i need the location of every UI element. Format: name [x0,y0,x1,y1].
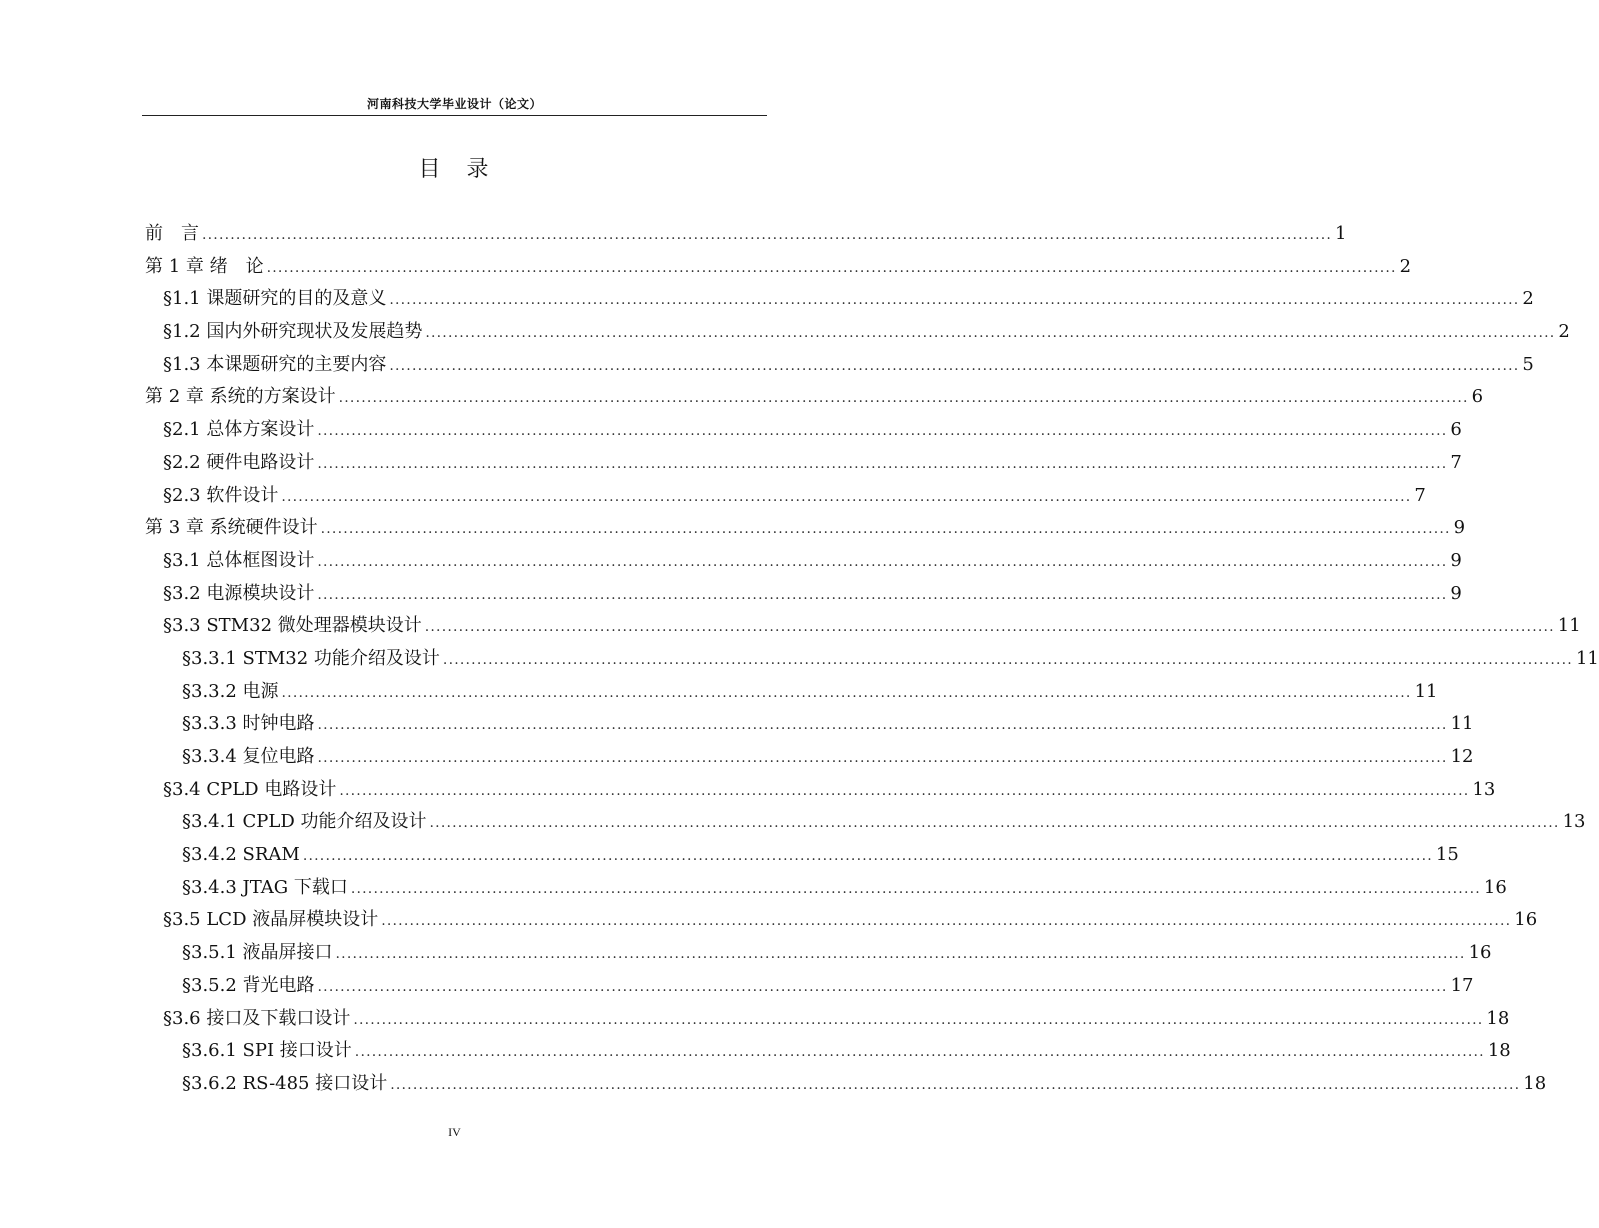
toc-entry[interactable] [145,251,1412,284]
toc-entry[interactable] [145,545,1462,578]
toc-entry-label: §2.1 总体方案设计 [163,419,315,441]
toc-entry[interactable] [145,218,1347,251]
toc-entry-page: 6 [1450,419,1462,441]
toc-entry-label: 第 1 章 绪 论 [145,255,264,277]
toc-entry-page: 16 [1483,876,1507,898]
dot-leader: ........................................................................................................................................................................................................ [202,227,1333,243]
dot-leader: ........................................................................................................................................................................................................ [425,325,1556,342]
toc-entry-page: 7 [1414,484,1426,506]
toc-entry[interactable] [145,708,1474,741]
dot-leader: ........................................................................................................................................................................................................ [424,619,1555,636]
toc-entry-label: §3.4.2 SRAM [182,844,300,866]
toc-entry-label: §3.3 STM32 微处理器模块设计 [163,615,422,637]
dot-leader: ........................................................................................................................................................................................................ [317,423,1448,440]
toc-entry-label: §3.3.1 STM32 功能介绍及设计 [182,647,440,669]
toc-entry-label: §3.3.3 时钟电路 [182,713,315,735]
dot-leader: ........................................................................................................................................................................................................ [320,521,1451,538]
toc-entry[interactable] [145,676,1438,709]
toc-entry-label: §3.4 CPLD 电路设计 [163,778,337,800]
toc-entry[interactable] [145,414,1462,447]
toc-entry-label: §3.3.2 电源 [182,680,279,702]
toc-entry[interactable] [145,349,1534,382]
dot-leader: ........................................................................................................................................................................................................ [429,815,1560,832]
toc-entry[interactable] [145,1003,1510,1036]
dot-leader: ........................................................................................................................................................................................................ [339,782,1470,799]
toc-entry-label: §3.4.1 CPLD 功能介绍及设计 [182,811,427,833]
toc-entry-page: 7 [1450,451,1462,473]
dot-leader: ........................................................................................................................................................................................................ [281,488,1412,505]
dot-leader: ........................................................................................................................................................................................................ [354,1044,1485,1061]
toc-entry-label: §3.5.1 液晶屏接口 [182,942,333,964]
toc-entry-page: 2 [1522,288,1534,310]
toc-entry-page: 13 [1472,778,1496,800]
page-title: 目 录 [418,157,491,182]
dot-leader: ........................................................................................................................................................................................................ [266,259,1397,276]
toc-entry[interactable] [145,904,1538,937]
toc-entry[interactable] [145,839,1459,872]
header-rule [142,115,767,116]
page-number: IV [448,1125,461,1139]
running-header: 河南科技大学毕业设计（论文） [366,97,542,111]
toc-entry-label: §3.2 电源模块设计 [163,582,315,604]
toc-entry-label: §3.5.2 背光电路 [182,974,315,996]
toc-entry-page: 2 [1399,255,1412,277]
table-of-contents [145,218,1599,1101]
toc-entry[interactable] [145,937,1492,970]
toc-entry-page: 9 [1453,517,1466,539]
dot-leader: ........................................................................................................................................................................................................ [338,390,1469,407]
toc-entry-page: 16 [1468,942,1492,964]
dot-leader: ........................................................................................................................................................................................................ [381,913,1512,930]
dot-leader: ........................................................................................................................................................................................................ [335,946,1466,963]
toc-entry-page: 6 [1471,386,1484,408]
toc-entry-page: 11 [1450,713,1474,735]
toc-entry-label: §2.2 硬件电路设计 [163,451,315,473]
dot-leader: ........................................................................................................................................................................................................ [350,880,1481,897]
dot-leader: ........................................................................................................................................................................................................ [317,586,1448,603]
toc-entry-page: 17 [1450,974,1474,996]
toc-entry-page: 11 [1414,680,1438,702]
toc-entry-page: 5 [1522,353,1534,375]
toc-entry-label: §1.1 课题研究的目的及意义 [163,288,387,310]
toc-entry-page: 13 [1562,811,1586,833]
toc-entry-label: §3.6 接口及下载口设计 [163,1007,351,1029]
toc-entry[interactable] [145,643,1599,676]
toc-entry[interactable] [145,578,1462,611]
toc-entry-label: §3.4.3 JTAG 下载口 [182,876,348,898]
toc-entry-label: 第 2 章 系统的方案设计 [145,386,336,408]
dot-leader: ........................................................................................................................................................................................................ [317,553,1448,570]
toc-entry-label: §3.1 总体框图设计 [163,549,315,571]
toc-entry[interactable] [145,381,1484,414]
toc-entry-page: 11 [1575,647,1599,669]
toc-entry[interactable] [145,774,1496,807]
toc-entry-page: 18 [1523,1072,1547,1094]
dot-leader: ........................................................................................................................................................................................................ [389,292,1520,309]
toc-entry-page: 1 [1335,223,1347,244]
toc-entry-label: 前 言 [145,223,199,244]
toc-entry-page: 16 [1514,909,1538,931]
toc-entry[interactable] [145,316,1570,349]
toc-entry-page: 11 [1557,615,1581,637]
toc-entry[interactable] [145,806,1586,839]
dot-leader: ........................................................................................................................................................................................................ [302,848,1433,865]
toc-entry[interactable] [145,480,1426,513]
toc-entry-page: 9 [1450,582,1462,604]
toc-entry[interactable] [145,610,1581,643]
dot-leader: ........................................................................................................................................................................................................ [317,455,1448,472]
dot-leader: ........................................................................................................................................................................................................ [317,750,1448,766]
toc-entry-label: §1.2 国内外研究现状及发展趋势 [163,321,423,343]
toc-entry-page: 2 [1558,321,1570,343]
dot-leader: ........................................................................................................................................................................................................ [353,1011,1484,1028]
toc-entry-label: §2.3 软件设计 [163,484,279,506]
toc-entry-label: §3.6.2 RS-485 接口设计 [182,1072,388,1094]
toc-entry[interactable] [145,1035,1511,1068]
dot-leader: ........................................................................................................................................................................................................ [442,651,1573,668]
dot-leader: ........................................................................................................................................................................................................ [281,684,1412,701]
toc-entry-label: §1.3 本课题研究的主要内容 [163,353,387,375]
toc-entry-page: 18 [1487,1040,1511,1062]
toc-entry[interactable] [145,970,1474,1003]
toc-entry-page: 15 [1435,844,1459,866]
toc-entry[interactable] [145,1068,1547,1101]
dot-leader: ........................................................................................................................................................................................................ [390,1076,1521,1093]
toc-entry-label: §3.6.1 SPI 接口设计 [182,1040,352,1062]
dot-leader: ........................................................................................................................................................................................................ [317,978,1448,995]
toc-entry-label: §3.5 LCD 液晶屏模块设计 [163,909,379,931]
toc-entry-page: 12 [1450,746,1474,767]
toc-entry[interactable] [145,512,1466,545]
toc-entry-page: 9 [1450,549,1462,571]
toc-entry-label: 第 3 章 系统硬件设计 [145,517,318,539]
dot-leader: ........................................................................................................................................................................................................ [317,717,1448,734]
toc-entry[interactable] [145,283,1534,316]
toc-entry[interactable] [145,872,1507,905]
dot-leader: ........................................................................................................................................................................................................ [389,357,1520,374]
toc-entry[interactable] [145,447,1462,480]
toc-entry-label: §3.3.4 复位电路 [182,746,315,767]
toc-entry[interactable] [145,741,1474,774]
toc-entry-page: 18 [1486,1007,1510,1029]
